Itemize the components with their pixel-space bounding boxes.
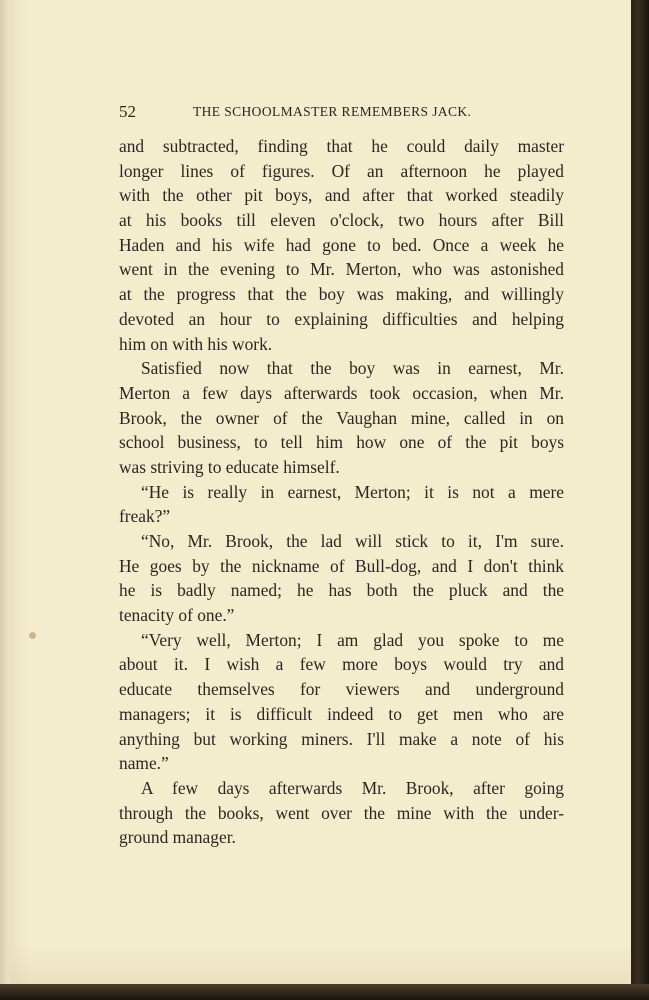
text-line: about it. I wish a few more boys would try and xyxy=(119,654,564,675)
text-line: educate themselves for viewers and underground xyxy=(119,679,564,700)
text-line: “No, Mr. Brook, the lad will stick to it, I'm sure. xyxy=(141,531,564,551)
text-line: Brook, the owner of the Vaughan mine, called in on xyxy=(119,407,564,428)
body-text xyxy=(119,134,564,850)
text-line: devoted an hour to explaining difficulties and helping xyxy=(119,308,564,329)
text-line: name.” xyxy=(119,753,169,774)
text-line: ground manager. xyxy=(119,827,236,848)
text-line: school business, to tell him how one of the pit boys xyxy=(119,432,564,453)
page-gutter-shadow xyxy=(0,0,14,984)
text-line: Satisfied now that the boy was in earnest, Mr. xyxy=(141,358,564,379)
text-line: tenacity of one.” xyxy=(119,605,235,626)
text-line: at the progress that the boy was making, and willingly xyxy=(119,284,564,305)
text-line: Merton a few days afterwards took occasion, when Mr. xyxy=(119,382,564,403)
text-line: and subtracted, finding that he could daily master xyxy=(119,136,564,156)
text-line: him on with his work. xyxy=(119,333,273,354)
text-line: freak?” xyxy=(119,506,171,527)
page-number: 52 xyxy=(119,102,136,121)
book-spine-edge xyxy=(631,0,649,1000)
text-line: managers; it is difficult indeed to get men who are xyxy=(119,703,564,724)
text-line: Haden and his wife had gone to bed. Once a week he xyxy=(119,234,564,255)
text-line: longer lines of figures. Of an afternoon he played xyxy=(119,160,564,181)
text-line: A few days afterwards Mr. Brook, after going xyxy=(141,777,564,798)
text-line: “He is really in earnest, Merton; it is not a mere xyxy=(141,481,564,502)
text-line: he is badly named; he has both the pluck and the xyxy=(119,580,564,601)
text-line: “Very well, Merton; I am glad you spoke to me xyxy=(141,629,564,650)
page-header xyxy=(119,102,564,126)
text-line: He goes by the nickname of Bull-dog, and I don't think xyxy=(119,555,564,576)
text-line: went in the evening to Mr. Merton, who was astonished xyxy=(119,259,564,280)
text-line: through the books, went over the mine with the under- xyxy=(119,802,564,823)
text-line: with the other pit boys, and after that worked steadily xyxy=(119,185,564,206)
book-bottom-edge xyxy=(0,984,649,1000)
ink-smudge xyxy=(29,632,36,639)
running-title: THE SCHOOLMASTER REMEMBERS JACK. xyxy=(193,104,472,119)
text-line: was striving to educate himself. xyxy=(119,456,340,477)
text-line: at his books till eleven o'clock, two hours after Bill xyxy=(119,210,564,231)
text-line: anything but working miners. I'll make a note of his xyxy=(119,728,564,749)
